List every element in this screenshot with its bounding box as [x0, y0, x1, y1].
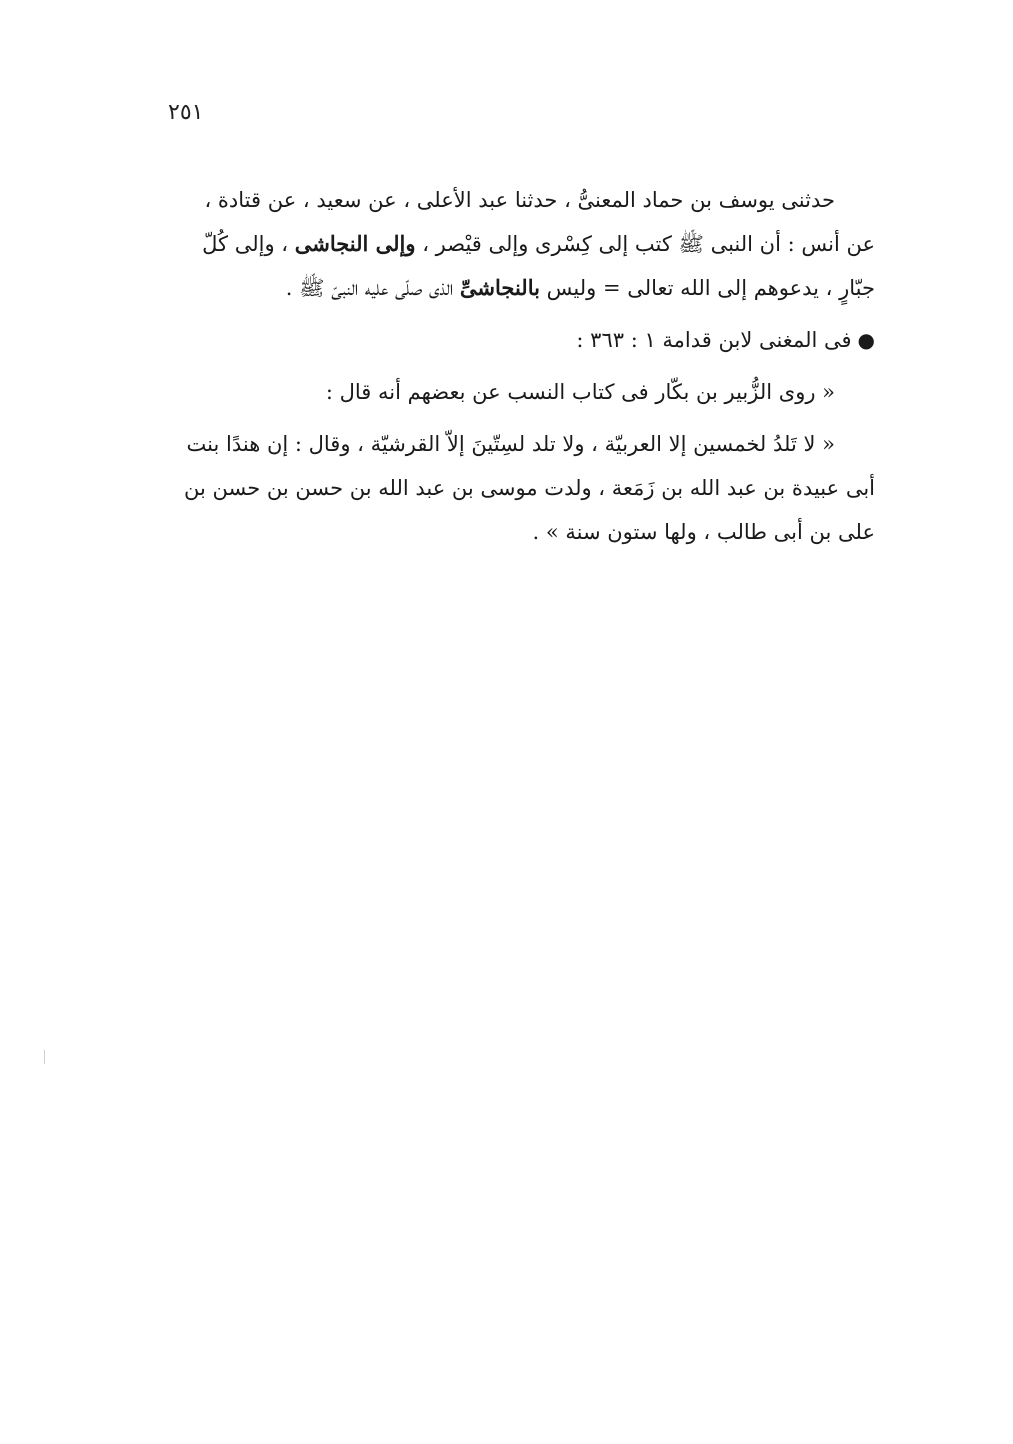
quote-line-2: أبى عبيدة بن عبد الله بن زَمَعة ، ولدت موسى بن عبد الله بن حسن بن حسن بن [183, 476, 875, 500]
hadith-line-2-start: عن أنس : أن النبى ﷺ كتب إلى كِسْرى وإلى قيْصر ، [415, 232, 875, 256]
narration-intro-paragraph [150, 370, 875, 414]
scan-mark [44, 1050, 45, 1064]
source-text: فى المغنى لابن قدامة ١ : ٣٦٣ : [576, 328, 852, 352]
narration-intro-line: « روى الزُّبير بن بكّار فى كتاب النسب عن بعضهم أنه قال : [325, 380, 835, 404]
quote-line-1: « لا تَلدُ لخمسين إلا العربيّة ، ولا تلد لسِتّينَ إلاّ القرشيّة ، وقال : إن هندًا بنت [186, 432, 835, 456]
hadith-paragraph [150, 178, 875, 310]
hadith-line-2 [150, 222, 875, 266]
page-number: ٢٥١ [168, 100, 204, 125]
hadith-line-3-start: جبّارٍ ، يدعوهم إلى الله تعالى = وليس [539, 276, 875, 300]
hadith-bold-bil-najashi: بالنجاشىِّ [459, 275, 540, 300]
source-paragraph [150, 318, 875, 362]
hadith-line-1: حدثنى يوسف بن حماد المعنىُّ ، حدثنا عبد الأعلى ، عن سعيد ، عن قتادة ، [204, 188, 835, 212]
body-text [150, 178, 875, 562]
quote-line-3: على بن أبى طالب ، ولها ستون سنة » . [532, 520, 875, 544]
hadith-line-3-end: الذى صلّى عليه النبىّ ﷺ . [285, 276, 460, 300]
hadith-line-2-end: ، وإلى كُلّ [202, 232, 295, 256]
bullet-icon: ● [857, 328, 875, 352]
hadith-line-3 [150, 266, 875, 310]
hadith-bold-najashi: وإلى النجاشى [294, 231, 416, 256]
source-line [150, 318, 875, 362]
quote-paragraph [150, 422, 875, 554]
